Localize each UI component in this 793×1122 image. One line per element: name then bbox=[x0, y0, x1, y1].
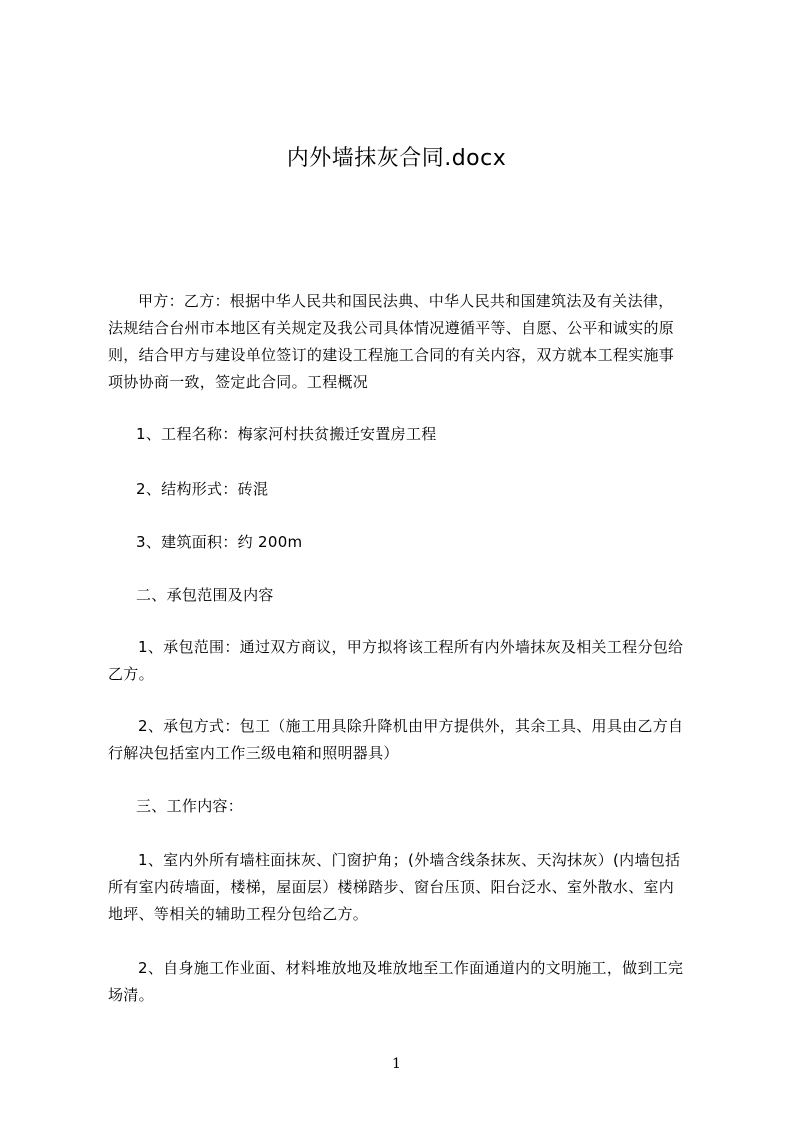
page-number: 1 bbox=[392, 1056, 401, 1072]
text-line: 1、承包范围：通过双方商议，甲方拟将该工程所有内外墙抹灰及相关工程分包给 bbox=[138, 638, 684, 656]
text-line: 1、室内外所有墙柱面抹灰、门窗护角；(外墙含线条抹灰、天沟抹灰）(内墙包括 bbox=[138, 851, 681, 869]
item-project-name: 1、工程名称：梅家河村扶贫搬迁安置房工程 bbox=[136, 425, 437, 443]
text-line: 所有室内砖墙面，楼梯，屋面层）楼梯踏步、窗台压顶、阳台泛水、室外散水、室内 bbox=[108, 878, 675, 896]
text-line: 2、承包方式：包工（施工用具除升降机由甲方提供外，其余工具、用具由乙方自 bbox=[138, 717, 684, 735]
method-paragraph bbox=[108, 713, 708, 767]
text-line: 行解决包括室内工作三级电箱和照明器具） bbox=[108, 744, 399, 762]
item-building-area: 3、建筑面积：约 200m bbox=[136, 533, 303, 551]
text-line: 法规结合台州市本地区有关规定及我公司具体情况遵循平等、自愿、公平和诚实的原 bbox=[108, 319, 675, 337]
text-line: 乙方。 bbox=[108, 665, 154, 683]
text-line: 场清。 bbox=[108, 986, 154, 1004]
text-line: 则，结合甲方与建设单位签订的建设工程施工合同的有关内容，双方就本工程实施事 bbox=[108, 346, 675, 364]
document-title: 内外墙抹灰合同.docx bbox=[286, 146, 507, 171]
scope-paragraph bbox=[108, 634, 708, 688]
section-heading-work: 三、工作内容： bbox=[136, 797, 244, 815]
section-heading-scope: 二、承包范围及内容 bbox=[136, 586, 274, 604]
text-line: 2、自身施工作业面、材料堆放地及堆放地至工作面通道内的文明施工，做到工完 bbox=[138, 959, 684, 977]
text-line: 项协协商一致，签定此合同。工程概况 bbox=[108, 373, 369, 391]
text-line: 甲方：乙方：根据中华人民共和国民法典、中华人民共和国建筑法及有关法律， bbox=[138, 292, 674, 310]
work-paragraph-1 bbox=[108, 847, 708, 928]
work-paragraph-2 bbox=[108, 955, 708, 1009]
item-structure-form: 2、结构形式：砖混 bbox=[136, 480, 269, 498]
text-line: 地坪、等相关的辅助工程分包给乙方。 bbox=[108, 905, 369, 923]
intro-paragraph bbox=[108, 288, 708, 396]
